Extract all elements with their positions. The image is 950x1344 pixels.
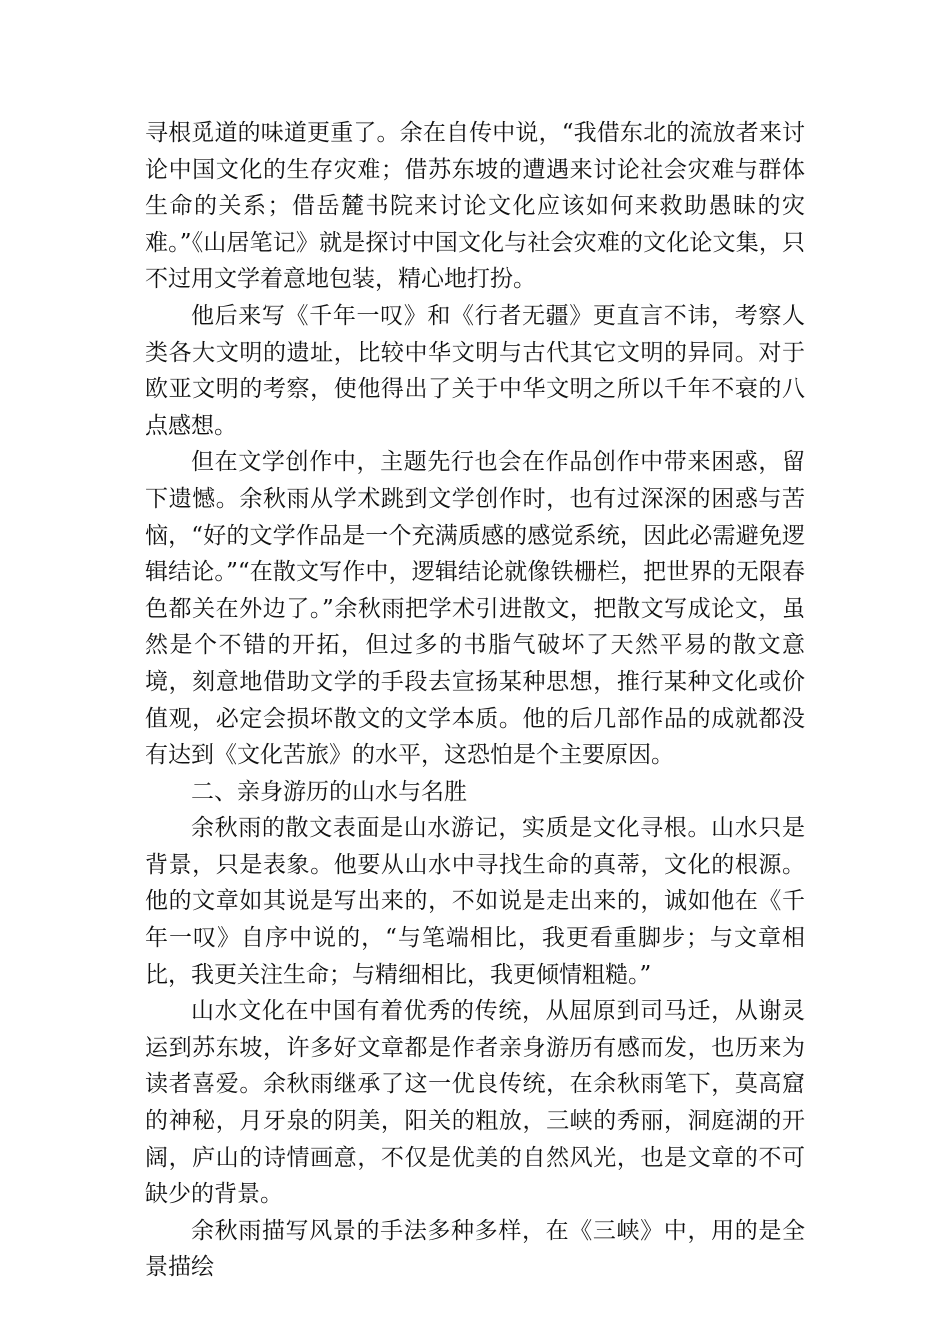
paragraph-landscape-tradition: 山水文化在中国有着优秀的传统，从屈原到司马迁，从谢灵运到苏东坡，许多好文章都是作者亲身游历有感而发，也历来为读者喜爱。余秋雨继承了这一优良传统，在余秋雨笔下，莫高窟的神秘，月牙泉的阴美，阳关的粗放，三峡的秀丽，洞庭湖的开阔，庐山的诗情画意，不仅是优美的自然风光，也是文章的不可缺少的背景。 [145, 998, 805, 1208]
section-heading: 二、亲身游历的山水与名胜 [191, 778, 467, 805]
paragraph-cultural-roots: 余秋雨的散文表面是山水游记，实质是文化寻根。山水只是背景，只是表象。他要从山水中寻找生命的真蒂，文化的根源。他的文章如其说是写出来的，不如说是走出来的，诚如他在《千年一叹》自序中说的，“与笔端相比，我更看重脚步；与文章相比，我更关注生命；与精细相比，我更倾情粗糙。” [145, 815, 805, 988]
paragraph-theme-first: 但在文学创作中，主题先行也会在作品创作中带来困惑，留下遗憾。余秋雨从学术跳到文学创作时，也有过深深的困惑与苦恼，“好的文学作品是一个充满质感的感觉系统，因此必需避免逻辑结论。”“在散文写作中，逻辑结论就像铁栅栏，把世界的无限春色都关在外边了。”余秋雨把学术引进散文，把散文写成论文，虽然是个不错的开拓，但过多的书脂气破坏了天然平易的散文意境，刻意地借助文学的手段去宣扬某种思想，推行某种文化或价值观，必定会损坏散文的文学本质。他的后几部作品的成就都没有达到《文化苦旅》的水平，这恐怕是个主要原因。 [145, 449, 805, 769]
paragraph-scenery-techniques: 余秋雨描写风景的手法多种多样，在《三峡》中，用的是全景描绘 [145, 1217, 805, 1281]
document-body [145, 115, 805, 1286]
paragraph-continuation: 寻根觅道的味道更重了。余在自传中说，“我借东北的流放者来讨论中国文化的生存灾难；借苏东坡的遭遇来讨论社会灾难与群体生命的关系；借岳麓书院来讨论文化应该如何来救助愚昧的灾难。”《山居笔记》就是探讨中国文化与社会灾难的文化论文集，只不过用文学着意地包装，精心地打扮。 [145, 120, 805, 293]
paragraph-later-works: 他后来写《千年一叹》和《行者无疆》更直言不讳，考察人类各大文明的遗址，比较中华文明与古代其它文明的异同。对于欧亚文明的考察，使他得出了关于中华文明之所以千年不衰的八点感想。 [145, 302, 805, 439]
